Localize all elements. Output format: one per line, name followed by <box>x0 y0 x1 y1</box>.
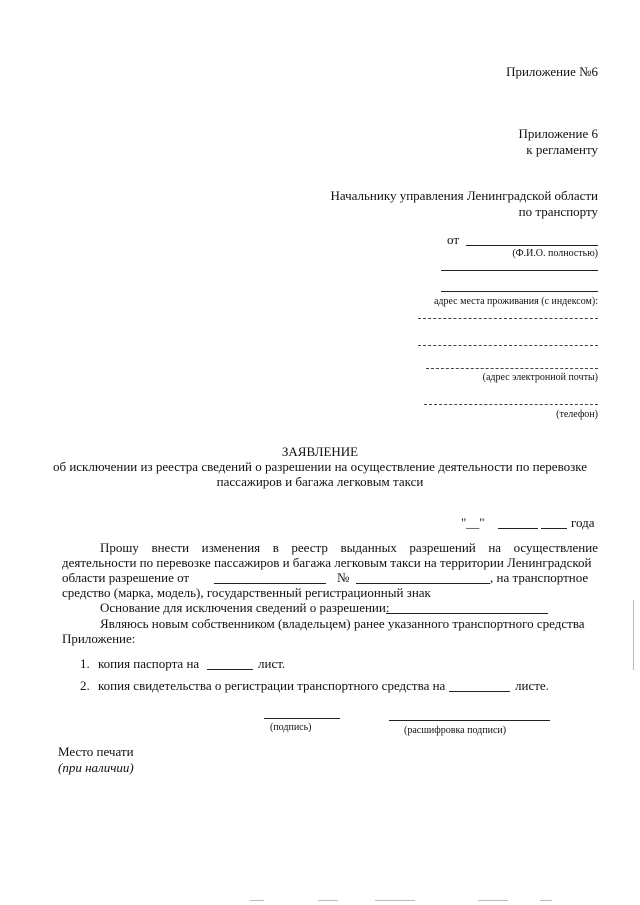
attachments-label: Приложение: <box>62 631 136 646</box>
date-suffix: года <box>571 515 595 530</box>
body-line-3-b: № <box>337 570 350 585</box>
stamp-label: Место печати <box>58 744 134 759</box>
signature-blank <box>264 718 340 719</box>
phone-caption: (телефон) <box>556 409 598 420</box>
attachment-number: 2. <box>80 678 90 693</box>
fio-blank <box>466 245 598 246</box>
email-caption: (адрес электронной почты) <box>482 372 598 383</box>
signature-caption: (подпись) <box>270 722 312 733</box>
phone-blank <box>424 404 598 405</box>
body-line-1: Прошу внести изменения в реестр выданных разрешений на осуществление <box>100 540 598 555</box>
permit-date-blank <box>214 583 326 584</box>
appendix-title: Приложение 6 <box>518 126 598 141</box>
date-month-blank <box>498 528 538 529</box>
decoding-caption: (расшифровка подписи) <box>404 725 507 736</box>
attachment-pages-blank <box>449 691 510 692</box>
date-day: "__" <box>461 515 485 530</box>
scan-edge-mark <box>250 900 264 901</box>
attachment-unit: лист. <box>258 656 286 671</box>
attachment-pages-blank <box>207 669 253 670</box>
addressee-line-1: Начальнику управления Ленинградской области <box>330 188 598 203</box>
scan-edge-mark <box>318 900 338 901</box>
reason-blank <box>386 613 548 614</box>
permit-number-blank <box>356 583 490 584</box>
email-blank <box>426 368 598 369</box>
attachment-text: копия свидетельства о регистрации транспортного средства на <box>98 678 446 693</box>
address-blank-1 <box>418 318 598 319</box>
appendix-number: Приложение №6 <box>506 64 598 79</box>
from-label: от <box>447 232 460 247</box>
scan-edge-mark <box>375 900 415 901</box>
scan-edge-mark <box>478 900 508 901</box>
body-line-2: деятельности по перевозке пассажиров и багажа легковым такси на территории Ленинградской <box>62 555 592 570</box>
document-subtitle-2: пассажиров и багажа легковым такси <box>216 474 424 489</box>
stamp-note: (при наличии) <box>58 760 134 775</box>
address-caption: адрес места проживания (с индексом): <box>433 296 598 307</box>
attachment-unit: листе. <box>515 678 549 693</box>
fio-caption: (Ф.И.О. полностью) <box>512 248 598 259</box>
fio-blank-2 <box>441 270 598 271</box>
body-line-3-c: , на транспортное <box>490 570 589 585</box>
decoding-blank <box>389 720 550 721</box>
body-line-4: средство (марка, модель), государственный регистрационный знак <box>62 585 431 600</box>
address-blank-2 <box>418 345 598 346</box>
attachment-text: копия паспорта на <box>98 656 200 671</box>
attachment-number: 1. <box>80 656 90 671</box>
appendix-subtitle: к регламенту <box>526 142 598 157</box>
document-subtitle-1: об исключении из реестра сведений о разрешении на осуществление деятельности по перевозке <box>52 459 588 474</box>
scan-edge-mark <box>540 900 552 901</box>
scan-edge-mark <box>633 600 634 670</box>
address-blank-top <box>441 291 598 292</box>
new-owner-statement: Являюсь новым собственником (владельцем) ранее указанного транспортного средства <box>100 616 585 631</box>
reason-label: Основание для исключения сведений о разрешении: <box>100 600 390 615</box>
addressee-line-2: по транспорту <box>518 204 598 219</box>
document-title: ЗАЯВЛЕНИЕ <box>281 444 359 459</box>
body-line-3-a: области разрешение от <box>62 570 190 585</box>
date-year-blank <box>541 528 567 529</box>
